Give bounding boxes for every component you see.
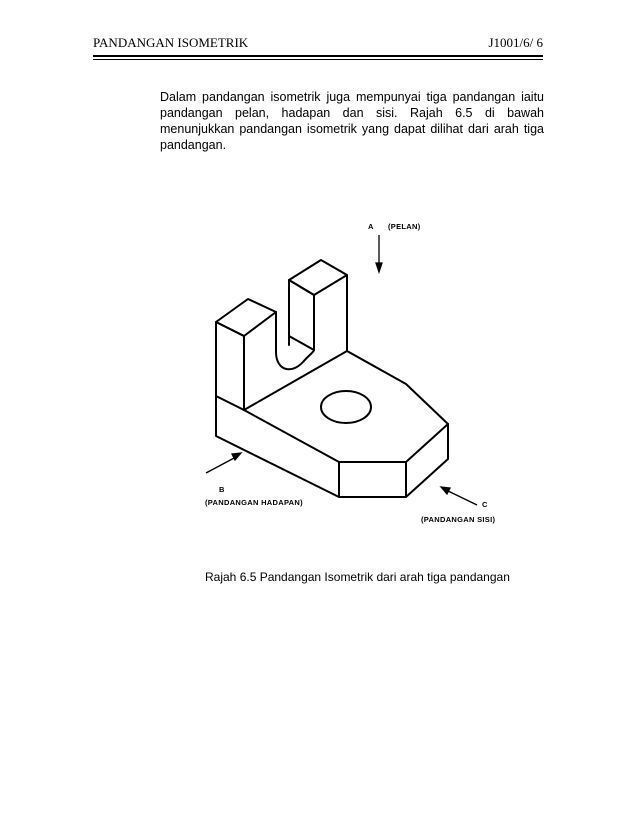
figure-caption: Rajah 6.5 Pandangan Isometrik dari arah tiga pandangan (205, 570, 510, 584)
arrow-c (446, 490, 477, 505)
page-header (93, 35, 543, 55)
arrow-b (206, 457, 236, 473)
header-rule-thick (93, 55, 543, 57)
header-rule-thin (93, 59, 543, 60)
label-b-text: (PANDANGAN HADAPAN) (205, 498, 303, 507)
header-title: PANDANGAN ISOMETRIK (93, 35, 249, 50)
label-c: C (482, 500, 488, 509)
header-code: J1001/6/ 6 (488, 35, 543, 50)
label-b: B (219, 485, 225, 494)
label-a: A (368, 222, 374, 231)
isometric-figure (190, 200, 520, 540)
label-c-text: (PANDANGAN SISI) (421, 515, 496, 524)
label-a-text: (PELAN) (388, 222, 421, 231)
body-paragraph: Dalam pandangan isometrik juga mempunyai tiga pandangan iaitu pandangan pelan, hadapan dan sisi. Rajah 6.5 di bawah menunjukkan pandangan isometrik yang dapat dilihat dari arah tiga pandangan. (160, 90, 544, 152)
